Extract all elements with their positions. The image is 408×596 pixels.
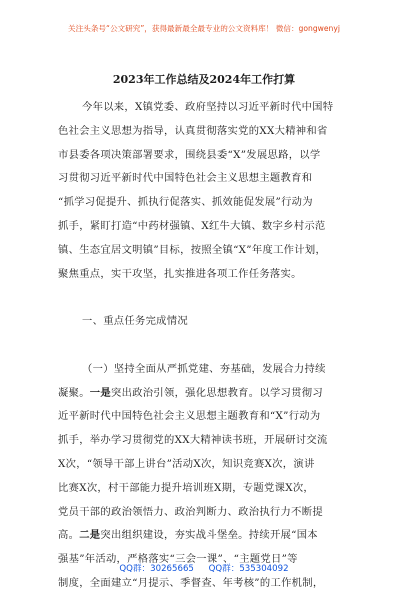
paragraph-line: 制度，全面建立“月提示、季督查、年考核”的工作机制， (58, 576, 324, 589)
paragraph-line: X次，“领导干部上讲台”活动X次，知识竞赛X次，演讲 (58, 457, 315, 470)
qq-group-1: QQ群：30265665 (119, 564, 194, 574)
point-label: 二是 (79, 529, 101, 542)
document-title: 2023年工作总结及2024年工作打算 (112, 73, 296, 86)
point-text: 突出政治引领，强化思想教育。以学习贯彻习 (111, 386, 323, 399)
paragraph-line: 习贯彻习近平新时代中国特色社会主义思想主题教育和 (58, 172, 313, 185)
paragraph-line: 强基”年活动，严格落实“三会一课”、“主题党日”等 (58, 553, 298, 566)
paragraph-line: 聚焦重点，实干攻坚，扎实推进各项工作任务落实。 (58, 267, 302, 280)
spacer (58, 286, 362, 310)
paragraph-line: “抓学习促提升、抓执行促落实、抓效能促发展”行动为 (58, 196, 313, 209)
paragraph-line: 比赛X次，村干部能力提升培训班X期，专题党课X次， (58, 481, 315, 494)
section-heading: 一、重点任务完成情况 (82, 315, 188, 328)
point-text: 突出组织建设，夯实战斗堡垒。持续开展“国本 (100, 529, 318, 542)
paragraph-line: 今年以来，X镇党委、政府坚持以习近平新时代中国特 (82, 101, 334, 113)
header-banner: 关注头条号“公文研究”，获得最新最全最专业的公文资料库！ 微信：gongwenyj (68, 24, 340, 33)
paragraph-line: 镇、生态宜居文明镇”目标，按照全镇“X”年度工作计划， (58, 243, 327, 256)
subsection-heading-tail: 凝聚。 (58, 386, 90, 399)
paragraph-line: 党员干部的政治领悟力、政治判断力、政治执行力不断提 (58, 505, 323, 518)
subsection-heading-cont (58, 382, 362, 406)
paragraph-line: 色社会主义思想为指导，认真贯彻落实党的XX大精神和省 (58, 124, 328, 137)
paragraph-line (58, 524, 362, 548)
spacer (58, 334, 362, 358)
subsection-heading: （一）坚持全面从严抓党建、夯基础，发展合力持续 (82, 362, 326, 375)
paragraph-line: 抓手，紧盯打造“中药材强镇、X红牛大镇、数字乡村示范 (58, 219, 326, 232)
paragraph-line: 近平新时代中国特色社会主义思想主题教育和“X”行动为 (58, 410, 321, 423)
point-text: 高。 (58, 529, 80, 542)
point-label: 一是 (89, 386, 111, 399)
paragraph-line: 抓手，举办学习贯彻党的XX大精神读书班，开展研讨交流 (58, 434, 328, 447)
qq-group-2: QQ群：535304092 (208, 564, 289, 574)
footer-contact (0, 562, 408, 574)
paragraph-line: 市县委各项决策部署要求，围绕县委“X”发展思路，以学 (58, 148, 321, 161)
document-body (58, 96, 362, 596)
